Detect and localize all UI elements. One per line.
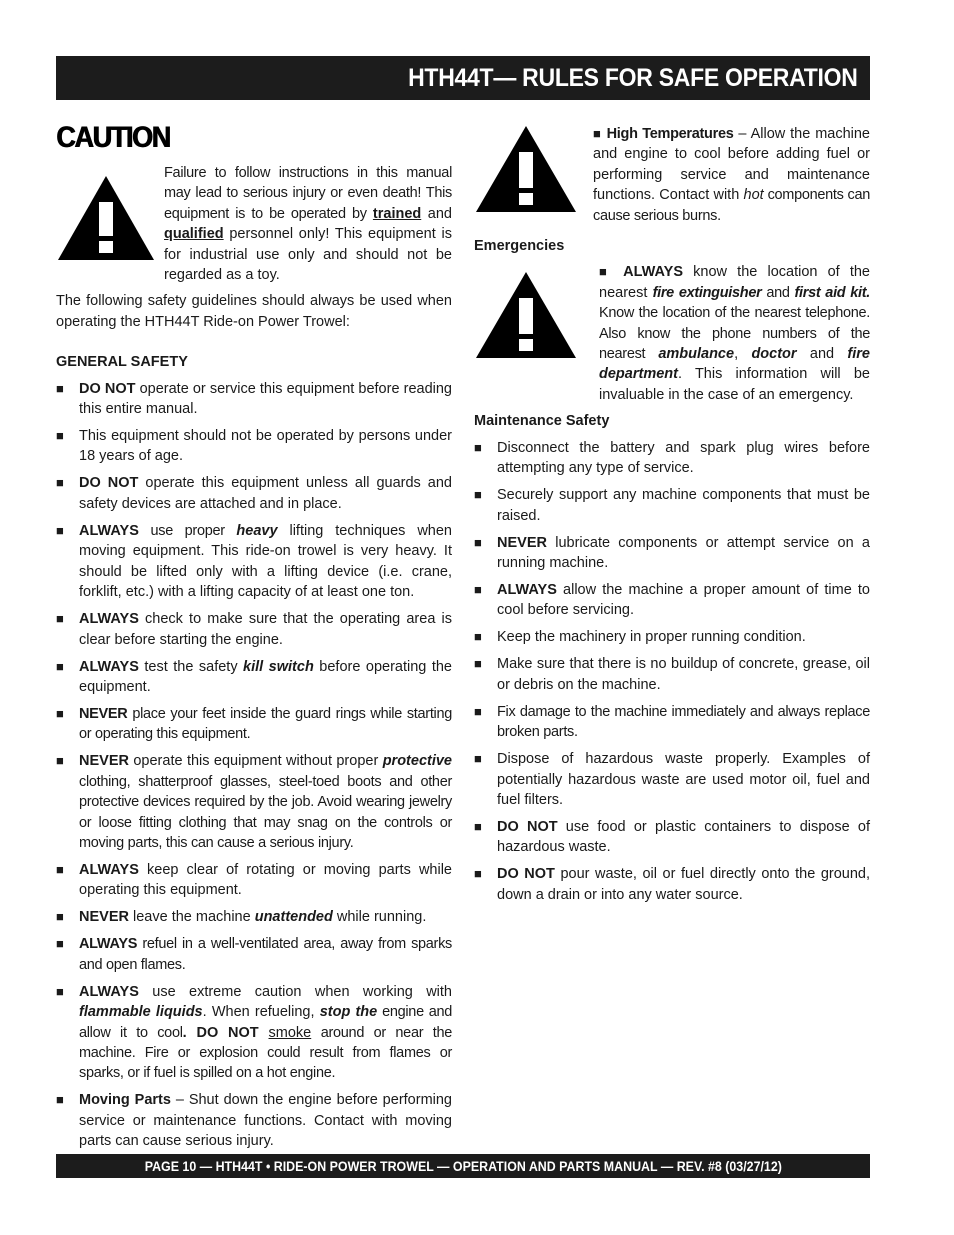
right-column [474, 124, 870, 912]
list-item: ■ DO NOT operate or service this equipment before reading this entire manual. [56, 380, 452, 418]
general-safety-list [56, 379, 452, 1152]
list-item: ■ NEVER leave the machine unattended while running. [56, 909, 427, 926]
caution-text: Failure to follow instructions in this manual may lead to serious injury or even death! This equipment is to be operated by trained and qualified personnel only! This equipment is for industrial use only and should not be regarded as a toy. [164, 165, 452, 284]
list-item: ■ NEVER place your feet inside the guard rings while starting or operating this equipment. [56, 705, 452, 743]
list-item: ■ Keep the machinery in proper running condition. [474, 629, 806, 646]
list-item: ■ Securely support any machine components that must be raised. [474, 487, 870, 524]
caution-block [56, 160, 452, 285]
guidelines-intro: The following safety guidelines should always be used when operating the HTH44T Ride-on Power Trowel: [56, 293, 452, 330]
footer-text: PAGE 10 — HTH44T • RIDE-ON POWER TROWEL — OPERATION AND PARTS MANUAL — REV. #8 (03/27/12) [144, 1158, 782, 1174]
emergencies-block [474, 260, 870, 405]
high-temperatures-text: ■ High Temperatures – Allow the machine and engine to cool before adding fuel or performing service and maintenance functions. Contact with hot components can cause serious burns. [593, 126, 871, 224]
list-item: ■ ALWAYS check to make sure that the operating area is clear before starting the engine. [56, 611, 452, 648]
list-item: ■ ALWAYS use extreme caution when working with flammable liquids. When refueling, stop the engine and allow it to cool. DO NOT smoke around or near the machine. Fire or explosion could result from flames or sparks, or if fuel is spilled on a hot engine. [56, 983, 453, 1082]
warning-triangle-icon [56, 174, 164, 262]
list-item: ■ NEVER operate this equipment without proper protective clothing, shatterproof glasses, steel-toed boots and other protective devices required by the job. Avoid wearing jewelry or loose fitting clothing that may snag on the controls or moving parts, this can cause a serious injury. [56, 753, 452, 851]
warning-triangle-icon [474, 124, 593, 214]
list-item: ■ Dispose of hazardous waste properly. Examples of potentially hazardous waste are used motor oil, fuel and fuel filters. [474, 751, 870, 808]
page-header [56, 56, 870, 100]
list-item: ■ This equipment should not be operated by persons under 18 years of age. [56, 428, 452, 465]
page-title: HTH44T— RULES FOR SAFE OPERATION [408, 63, 858, 92]
left-column [56, 120, 452, 1158]
list-item: ■ Make sure that there is no buildup of concrete, grease, oil or debris on the machine. [474, 656, 870, 693]
page-footer [56, 1154, 870, 1178]
general-safety-heading: GENERAL SAFETY [56, 354, 188, 371]
emergencies-heading: Emergencies [474, 238, 565, 255]
list-item: ■ ALWAYS allow the machine a proper amount of time to cool before servicing. [474, 581, 870, 619]
list-item: ■ DO NOT use food or plastic containers to dispose of hazardous waste. [474, 818, 870, 856]
list-item: ■ ALWAYS use proper heavy lifting techniques when moving equipment. This ride-on trowel is very heavy. It should be lifted only with a lifting device (i.e. crane, forklift, etc.) with a lifting capacity of at least one ton. [56, 522, 452, 601]
list-item: ■ DO NOT operate this equipment unless all guards and safety devices are attached and in place. [56, 475, 452, 512]
list-item: ■ Moving Parts – Shut down the engine before performing service or maintenance functions. Contact with moving parts can cause serious injury. [56, 1092, 452, 1150]
maintenance-list [474, 438, 870, 905]
caution-heading: CAUTION [56, 121, 170, 154]
list-item: ■ Fix damage to the machine immediately and always replace broken parts. [474, 703, 870, 741]
warning-triangle-icon [474, 270, 599, 360]
list-item: ■ ALWAYS keep clear of rotating or moving parts while operating this equipment. [56, 861, 452, 899]
list-item: ■ Disconnect the battery and spark plug wires before attempting any type of service. [474, 439, 870, 477]
list-item: ■ ALWAYS test the safety kill switch before operating the equipment. [56, 658, 452, 695]
list-item: ■ NEVER lubricate components or attempt service on a running machine. [474, 534, 870, 571]
list-item: ■ ALWAYS refuel in a well-ventilated area, away from sparks and open flames. [56, 936, 452, 973]
high-temperatures-block [474, 124, 870, 226]
list-item: ■ DO NOT pour waste, oil or fuel directly onto the ground, down a drain or into any water source. [474, 866, 870, 903]
emergencies-text: ■ ALWAYS know the location of the nearest fire extinguisher and first aid kit. Know the location of the nearest telephone. Also know the phone numbers of the nearest ambulance, doctor and fire department. This information will be invaluable in the case of an emergency. [599, 264, 870, 403]
maintenance-heading: Maintenance Safety [474, 413, 610, 430]
